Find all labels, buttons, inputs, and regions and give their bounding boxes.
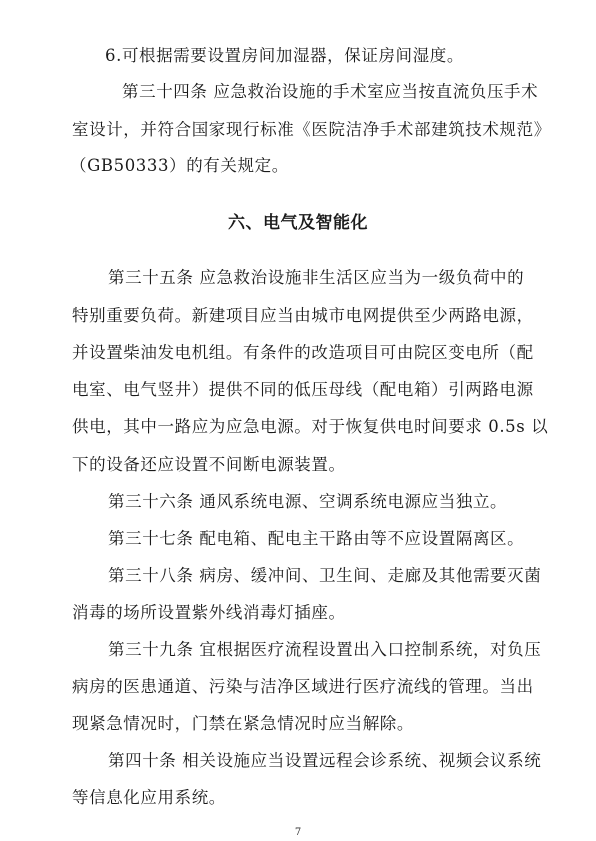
section-heading: 六、电气及智能化	[228, 213, 368, 233]
item-6-line-1: 6.可根据需要设置房间加湿器，保证房间湿度。	[105, 46, 464, 65]
article-40-line-1: 第四十条 相关设施应当设置远程会诊系统、视频会议系统	[108, 751, 542, 770]
article-34-line-1: 第三十四条 应急救治设施的手术室应当按直流负压手术	[122, 82, 539, 101]
article-40-line-2: 等信息化应用系统。	[72, 788, 226, 807]
article-39-line-2: 病房的医患通道、污染与洁净区域进行医疗流线的管理。当出	[72, 677, 534, 696]
article-35-line-4: 电室、电气竖井）提供不同的低压母线（配电箱）引两路电源	[72, 380, 534, 399]
article-38-line-2: 消毒的场所设置紫外线消毒灯插座。	[72, 603, 346, 622]
article-35-line-5: 供电，其中一路应为应急电源。对于恢复供电时间要求 0.5s 以	[72, 417, 549, 436]
article-39-line-1: 第三十九条 宜根据医疗流程设置出入口控制系统，对负压	[108, 640, 542, 659]
page-number: 7	[294, 827, 302, 838]
article-35-line-3: 并设置柴油发电机组。有条件的改造项目可由院区变电所（配	[72, 343, 534, 362]
article-35-line-2: 特别重要负荷。新建项目应当由城市电网提供至少两路电源，	[72, 306, 534, 325]
article-35-line-1: 第三十五条 应急救治设施非生活区应当为一级负荷中的	[108, 268, 525, 287]
article-35-line-6: 下的设备还应设置不间断电源装置。	[72, 455, 346, 474]
article-37-line-1: 第三十七条 配电箱、配电主干路由等不应设置隔离区。	[108, 529, 525, 548]
article-34-line-3: （GB50333）的有关规定。	[70, 156, 289, 175]
article-36-line-1: 第三十六条 通风系统电源、空调系统电源应当独立。	[108, 492, 508, 511]
article-38-line-1: 第三十八条 病房、缓冲间、卫生间、走廊及其他需要灭菌	[108, 566, 542, 585]
article-39-line-3: 现紧急情况时，门禁在紧急情况时应当解除。	[72, 714, 414, 733]
article-34-line-2: 室设计，并符合国家现行标准《医院洁净手术部建筑技术规范》	[72, 120, 551, 139]
